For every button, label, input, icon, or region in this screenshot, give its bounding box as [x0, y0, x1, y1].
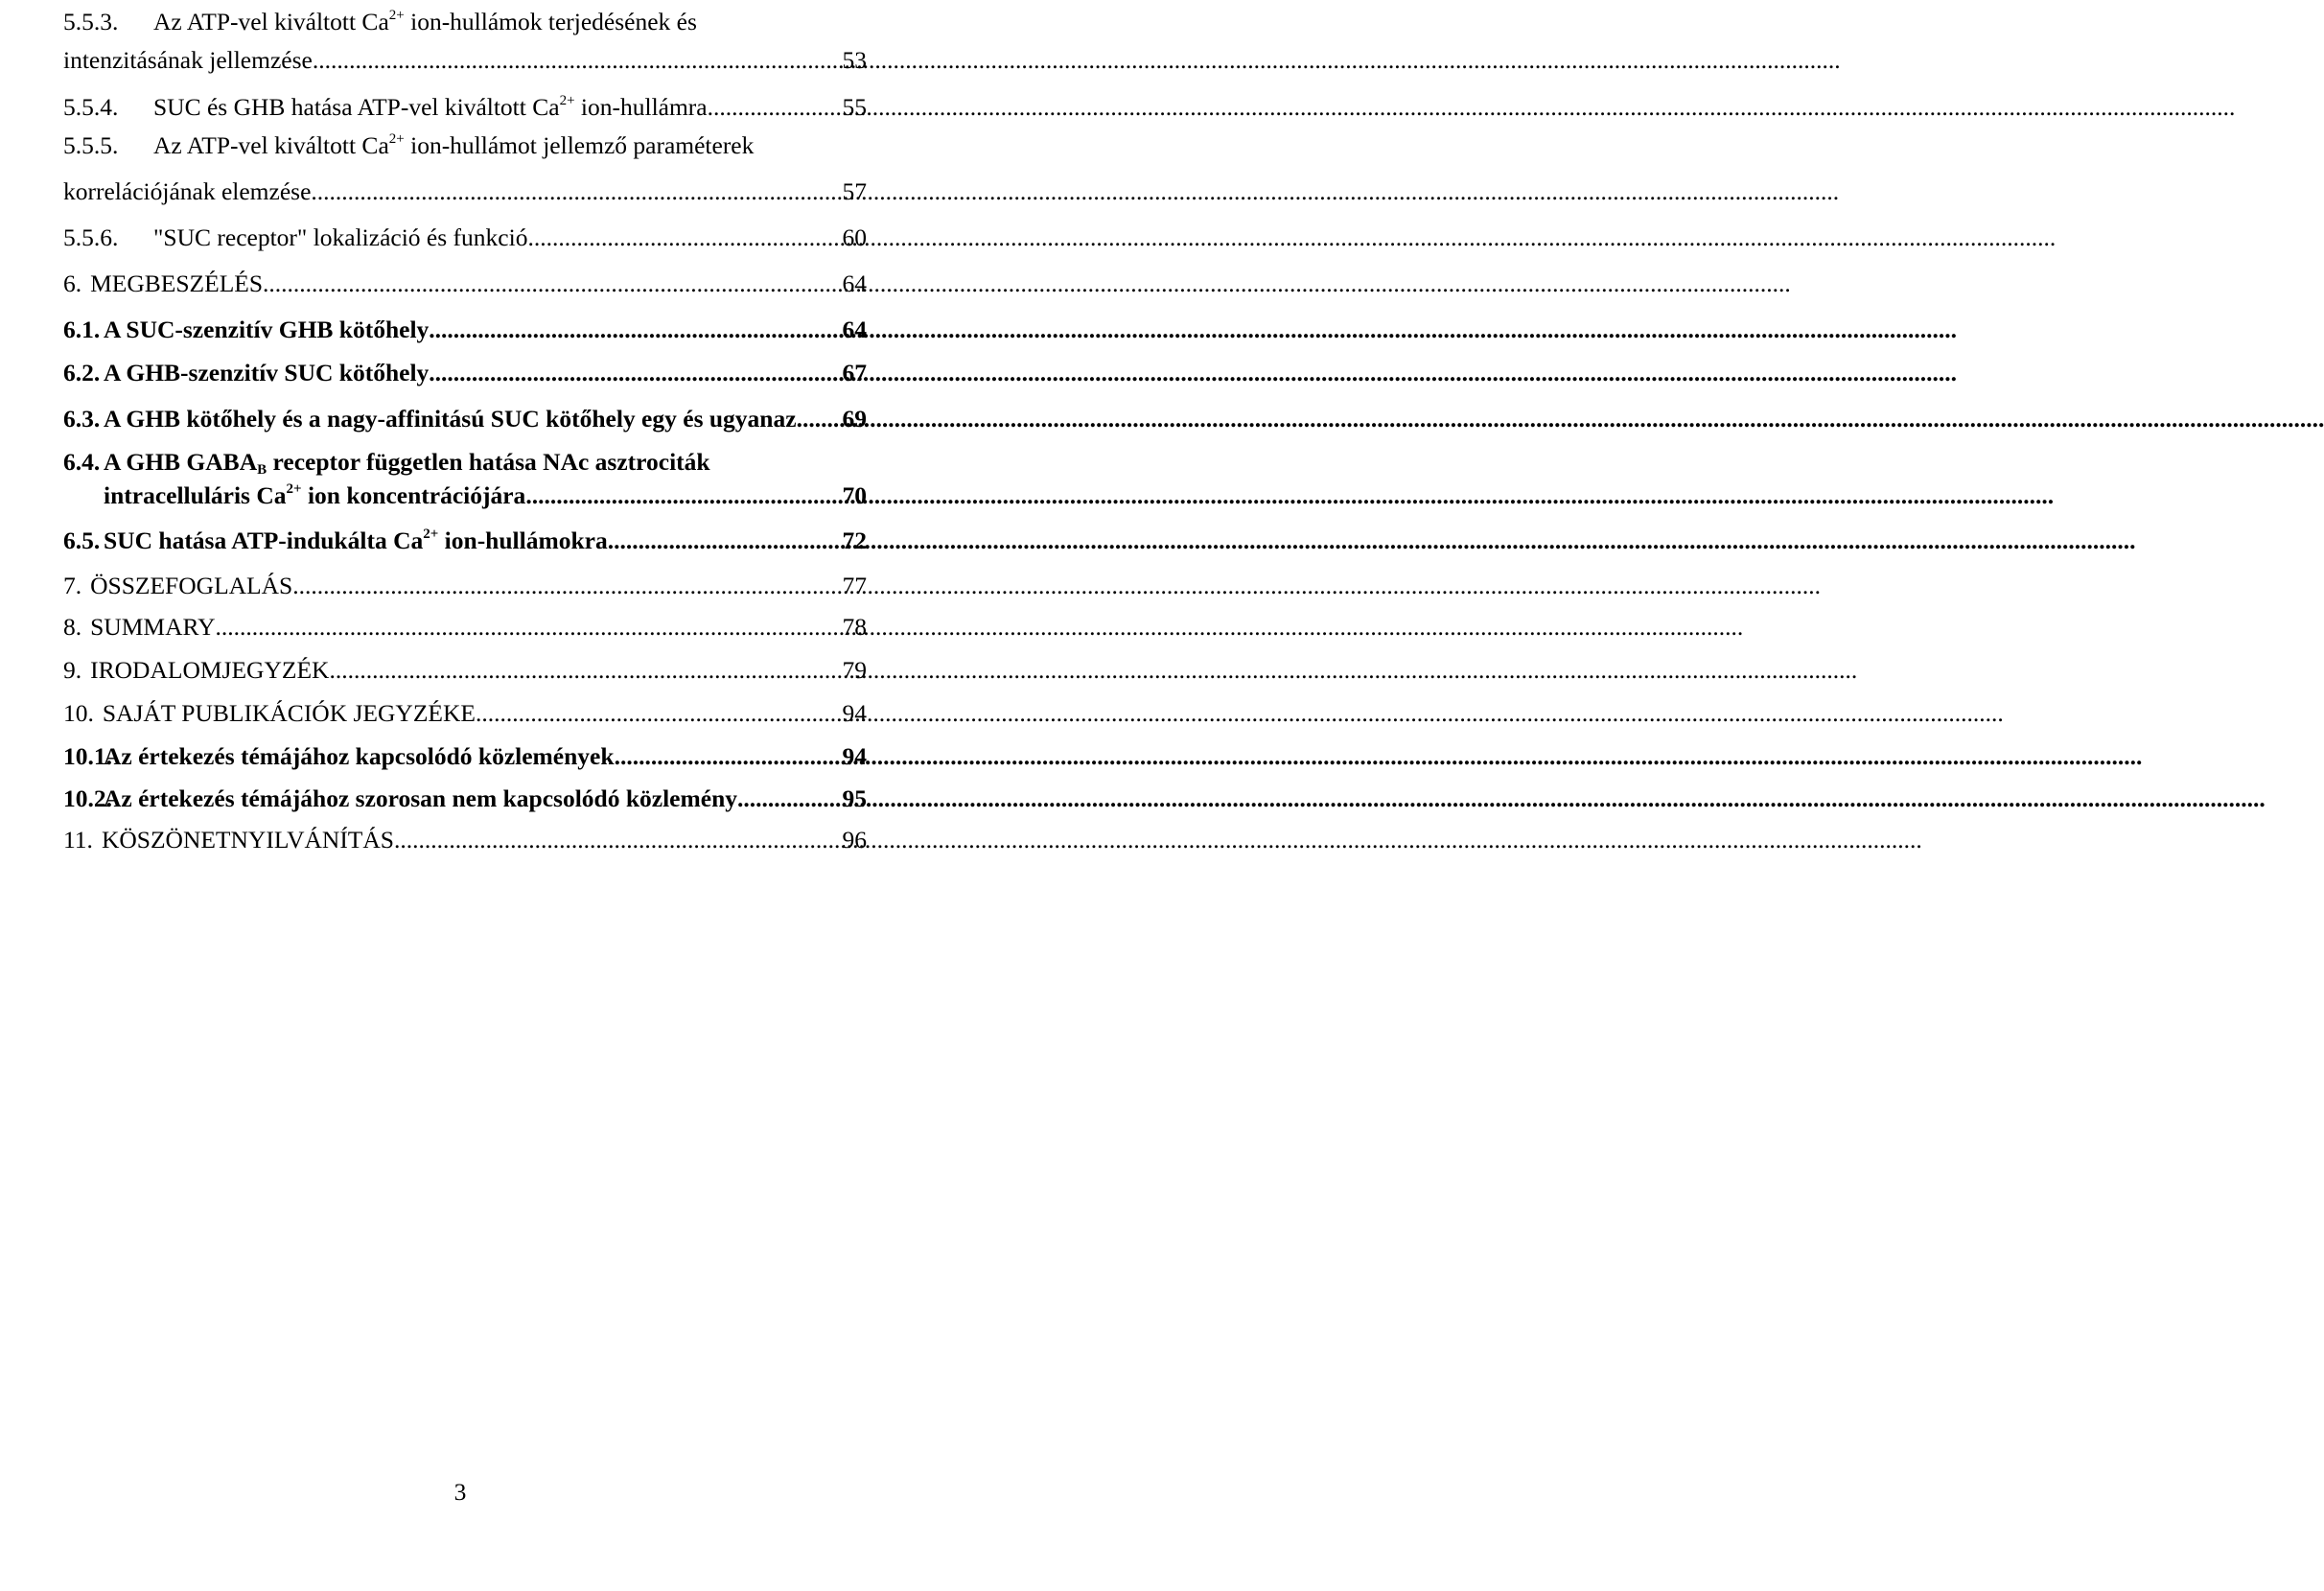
dot-leader	[311, 175, 842, 208]
toc-entry-page: 95	[842, 784, 867, 812]
toc-entry-title-text: A GHB kötőhely és a nagy-affinitású SUC kötőhely egy és ugyanaz	[104, 405, 797, 433]
dot-leader	[394, 824, 843, 856]
superscript: 2+	[423, 526, 439, 542]
toc-entry	[63, 357, 867, 389]
dot-leader	[313, 44, 843, 77]
toc-entry-title	[90, 654, 329, 687]
dot-leader	[527, 222, 842, 254]
toc-entry-page: 78	[842, 613, 867, 641]
toc-entry	[63, 268, 867, 300]
toc-entry	[63, 697, 867, 730]
dot-leader	[525, 480, 842, 512]
toc-entry-title-rest: ion koncentrációjára	[301, 481, 526, 509]
toc-entry-number: 6.3.	[63, 405, 101, 433]
toc-entry-title-text: intracelluláris Ca	[104, 481, 287, 509]
toc-entry-title	[104, 357, 429, 389]
toc-entry-title-text: KÖSZÖNETNYILVÁNÍTÁS	[101, 826, 394, 854]
toc-entry-page: 70	[842, 481, 867, 509]
toc-entry-page: 72	[842, 526, 867, 554]
toc-entry-number: 5.5.5.	[63, 131, 119, 159]
toc-entry	[63, 91, 867, 124]
toc-entry	[63, 314, 867, 346]
toc-entry-title	[90, 611, 215, 643]
toc-entry-title-text: A SUC-szenzitív GHB kötőhely	[104, 316, 430, 343]
toc-entry	[104, 480, 867, 512]
toc-entry-title	[104, 403, 797, 435]
toc-entry-title	[90, 268, 263, 300]
toc-entry-number: 6.4.	[63, 448, 101, 476]
toc-entry-number: 9.	[63, 656, 82, 684]
dot-leader	[429, 357, 842, 389]
table-of-contents	[0, 0, 920, 1591]
toc-entry-title-text: IRODALOMJEGYZÉK	[90, 656, 330, 684]
page-number: 3	[453, 1478, 467, 1506]
toc-entry-title	[153, 6, 867, 38]
superscript: 2+	[286, 481, 302, 497]
toc-entry-title	[104, 783, 737, 815]
toc-entry-number: 8.	[63, 613, 82, 641]
toc-entry	[63, 570, 867, 602]
toc-entry-title-rest: ion-hullámra	[574, 93, 708, 121]
toc-entry-title-text: korrelációjának elemzése	[63, 177, 312, 205]
toc-entry-number: 10.1.	[63, 742, 112, 770]
toc-entry	[63, 525, 867, 557]
toc-entry	[63, 740, 867, 773]
toc-entry-title	[153, 222, 527, 254]
toc-entry-title	[104, 446, 867, 479]
toc-entry-title-text: A GHB-szenzitív SUC kötőhely	[104, 359, 430, 386]
dot-leader	[615, 740, 843, 773]
toc-entry	[63, 175, 867, 208]
dot-leader	[292, 570, 842, 602]
toc-entry-title-rest: receptor független hatása NAc asztrociták	[267, 448, 710, 476]
toc-entry-page: 94	[842, 699, 867, 727]
toc-entry	[63, 6, 867, 38]
toc-entry-title	[103, 697, 476, 730]
toc-entry-title	[104, 525, 608, 557]
toc-entry-title	[90, 570, 292, 602]
toc-entry-number: 5.5.4.	[63, 93, 119, 121]
toc-entry-title	[102, 824, 394, 856]
dot-leader	[429, 314, 842, 346]
toc-entry-number: 5.5.3.	[63, 8, 119, 35]
dot-leader	[476, 697, 843, 730]
toc-entry-title	[104, 480, 525, 512]
toc-entry	[63, 824, 867, 856]
toc-entry-title-text: ÖSSZEFOGLALÁS	[90, 572, 293, 599]
toc-entry-number: 10.2.	[63, 784, 112, 812]
toc-entry-number: 5.5.6.	[63, 223, 119, 251]
toc-entry-title-text: SUC hatása ATP-indukálta Ca	[104, 526, 424, 554]
subscript: B	[257, 462, 267, 478]
toc-entry-page: 96	[842, 826, 867, 854]
toc-entry-number: 6.5.	[63, 526, 101, 554]
toc-entry	[63, 611, 867, 643]
dot-leader	[216, 611, 843, 643]
toc-entry-title-rest: ion-hullámot jellemző paraméterek	[404, 131, 755, 159]
toc-entry-number: 6.	[63, 269, 82, 297]
toc-entry	[63, 654, 867, 687]
toc-entry-page: 79	[842, 656, 867, 684]
toc-entry-title-text: Az ATP-vel kiváltott Ca	[153, 8, 389, 35]
toc-entry-number: 11.	[63, 826, 93, 854]
toc-entry	[63, 129, 867, 162]
toc-entry-title	[104, 740, 615, 773]
toc-entry-page: 64	[842, 316, 867, 343]
toc-entry-page: 57	[842, 177, 867, 205]
toc-entry-title-text: "SUC receptor" lokalizáció és funkció	[153, 223, 528, 251]
toc-entry-title-text: MEGBESZÉLÉS	[90, 269, 264, 297]
toc-entry-title-text: intenzitásának jellemzése	[63, 46, 313, 74]
toc-entry-title	[153, 91, 708, 124]
toc-entry-number: 7.	[63, 572, 82, 599]
toc-entry-page: 53	[842, 46, 867, 74]
toc-entry	[63, 403, 867, 435]
dot-leader	[263, 268, 842, 300]
toc-entry-page: 60	[842, 223, 867, 251]
toc-entry-page: 69	[842, 405, 867, 433]
toc-entry-title-rest: ion-hullámokra	[438, 526, 608, 554]
toc-entry-title-text: Az ATP-vel kiváltott Ca	[153, 131, 389, 159]
toc-entry	[63, 446, 867, 479]
dot-leader	[797, 403, 843, 435]
toc-entry-title-text: Az értekezés témájához szorosan nem kapcsolódó közlemény	[104, 784, 737, 812]
toc-entry-title	[153, 129, 867, 162]
toc-entry-title-text: Az értekezés témájához kapcsolódó közlemények	[104, 742, 615, 770]
toc-entry-page: 67	[842, 359, 867, 386]
dot-leader	[608, 525, 843, 557]
superscript: 2+	[388, 131, 405, 147]
toc-entry-title-text: SUC és GHB hatása ATP-vel kiváltott Ca	[153, 93, 560, 121]
dot-leader	[329, 654, 842, 687]
dot-leader	[737, 783, 843, 815]
toc-entry	[63, 222, 867, 254]
toc-entry-title	[63, 175, 311, 208]
toc-entry-title-text: SUMMARY	[90, 613, 216, 641]
toc-entry-title	[104, 314, 429, 346]
toc-entry-title-text: SAJÁT PUBLIKÁCIÓK JEGYZÉKE	[102, 699, 476, 727]
toc-entry-number: 6.1.	[63, 316, 101, 343]
superscript: 2+	[388, 8, 405, 23]
toc-entry-page: 94	[842, 742, 867, 770]
toc-entry-page: 77	[842, 572, 867, 599]
toc-entry-title	[63, 44, 313, 77]
toc-entry-title-rest: ion-hullámok terjedésének és	[404, 8, 697, 35]
toc-entry-number: 10.	[63, 699, 94, 727]
toc-entry	[63, 44, 867, 77]
dot-leader	[708, 91, 843, 124]
toc-entry-number: 6.2.	[63, 359, 101, 386]
toc-entry-title-text: A GHB GABA	[104, 448, 258, 476]
superscript: 2+	[559, 93, 575, 108]
toc-entry-page: 55	[842, 93, 867, 121]
toc-entry-page: 64	[842, 269, 867, 297]
toc-entry	[63, 783, 867, 815]
